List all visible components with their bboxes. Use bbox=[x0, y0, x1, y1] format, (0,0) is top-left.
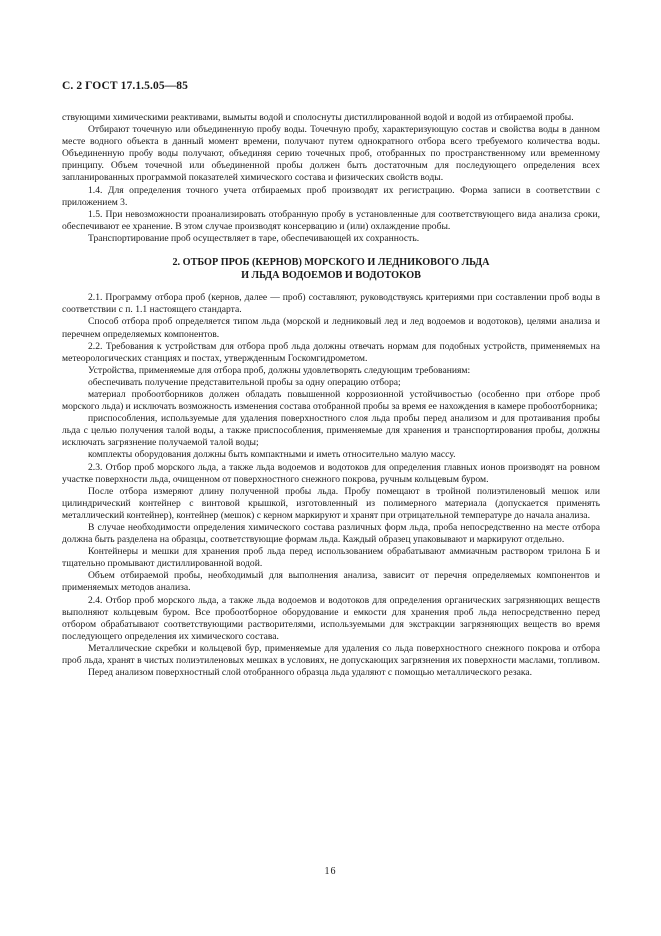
paragraph: Способ отбора проб определяется типом льда (морской и ледниковый лед и лед водоемов и водотоков), целями анализа и перечнем определяемых компонентов. bbox=[62, 316, 600, 340]
paragraph: обеспечивать получение представительной пробы за одну операцию отбора; bbox=[88, 376, 401, 388]
paragraph: Контейнеры и мешки для хранения проб льда перед использованием обрабатывают аммиачным раствором трилона Б и тщательно промывают дистиллированной водой. bbox=[62, 546, 600, 570]
paragraph: Металлические скребки и кольцевой бур, применяемые для удаления со льда поверхностного снежного покрова и отбора проб льда, хранят в чистых полиэтиленовых мешках в условиях, не допускающих загрязнения их поверхности маслами, топливом. bbox=[62, 642, 600, 667]
paragraph: приспособления, используемые для удаления поверхностного слоя льда пробы перед анализом и для протаивания пробы льда с целью получения талой воды, а также приспособления, применяемые для хранения и транспортирования пробы, должны исключать загрязнение получаемой талой воды; bbox=[62, 413, 600, 449]
paragraph: После отбора измеряют длину полученной пробы льда. Пробу помещают в тройной полиэтиленовый мешок или цилиндрический контейнер с винтовой крышкой, изготовленный из полимерного материала (допускается применять металлический контейнер), контейнер (мешок) с керном маркируют и хранят при отрицательной температуре до начала анализа. bbox=[62, 485, 600, 521]
paragraph: 1.4. Для определения точного учета отбираемых проб производят их регистрацию. Форма записи в соответствии с приложением 3. bbox=[62, 184, 600, 208]
paragraph: 2.1. Программу отбора проб (кернов, далее — проб) составляют, руководствуясь критериями при составлении проб воды в соответствии с п. 1.1 настоящего стандарта. bbox=[62, 292, 600, 316]
paragraph: В случае необходимости определения химического состава различных форм льда, проба непосредственно на месте отбора должна быть разделена на образцы, соответствующие формам льда. Каждый образец упаковывают и маркируют отдельно. bbox=[62, 522, 600, 546]
paragraph: материал пробоотборников должен обладать повышенной коррозионной устойчивостью (особенно при отборе проб морского льда) и исключать возможность изменения состава отобранной пробы за время ее нахождения в камере пробоотборника; bbox=[62, 388, 600, 413]
paragraph: 2.2. Требования к устройствам для отбора проб льда должны отвечать нормам для подобных устройств, применяемых на метеорологических станциях и постах, утвержденным Госкомгидрометом. bbox=[62, 340, 600, 364]
section-title-line: И ЛЬДА ВОДОЕМОВ И ВОДОТОКОВ bbox=[241, 269, 421, 281]
paragraph: 1.5. При невозможности проанализировать отобранную пробу в установленные для соответствующего вида анализа сроки, обеспечивают ее хранение. В этом случае производят консервацию и (или) охлаждение пробы. bbox=[62, 208, 600, 232]
section-title-line: 2. ОТБОР ПРОБ (КЕРНОВ) МОРСКОГО И ЛЕДНИКОВОГО ЛЬДА bbox=[172, 257, 490, 269]
paragraph: Транспортирование проб осуществляет в таре, обеспечивающей их сохранность. bbox=[88, 232, 420, 244]
paragraph: 2.3. Отбор проб морского льда, а также льда водоемов и водотоков для определения главных ионов производят на ровном участке поверхности льда, очищенном от поверхностного снежного покрова, ручным кольцевым буром. bbox=[62, 461, 600, 485]
paragraph: комплекты оборудования должны быть компактными и иметь относительно малую массу. bbox=[88, 449, 456, 461]
paragraph: Перед анализом поверхностный слой отобранного образца льда удаляют с помощью металлического резака. bbox=[88, 667, 533, 679]
paragraph: Устройства, применяемые для отбора проб, должны удовлетворять следующим требованиям: bbox=[88, 364, 471, 376]
paragraph: ствующими химическими реактивами, вымыты водой и сполоснуты дистиллированной водой и водой из отбираемой пробы. bbox=[62, 112, 574, 123]
paragraph: Отбирают точечную или объединенную пробу воды. Точечную пробу, характеризующую состав и свойства воды в данном месте водного объекта в данный момент времени, получают путем однократного отбора всего требуемого количества воды. Объединенную пробу воды получают, объединяя серию точечных проб, отобранных по пространственному или временному принципу. Объем точечной или объединенной пробы должен быть достаточным для последующего определения всех запланированных программой показателей химического состава и физических свойств воды. bbox=[62, 124, 600, 184]
document-body bbox=[62, 112, 600, 679]
paragraph: 2.4. Отбор проб морского льда, а также льда водоемов и водотоков для определения органических загрязняющих веществ выполняют кольцевым буром. Все пробоотборное оборудование и емкости для хранения проб льда непосредственно перед отбором обрабатывают соответствующими растворителями, используемыми для экстракции загрязняющих веществ во время последующего определения их химического состава. bbox=[62, 594, 600, 642]
page-header: С. 2 ГОСТ 17.1.5.05—85 bbox=[62, 80, 188, 92]
paragraph: Объем отбираемой пробы, необходимый для выполнения анализа, зависит от перечня определяемых компонентов и применяемых методов анализа. bbox=[62, 570, 600, 594]
section-title bbox=[62, 257, 600, 282]
page-number: 16 bbox=[324, 866, 337, 877]
